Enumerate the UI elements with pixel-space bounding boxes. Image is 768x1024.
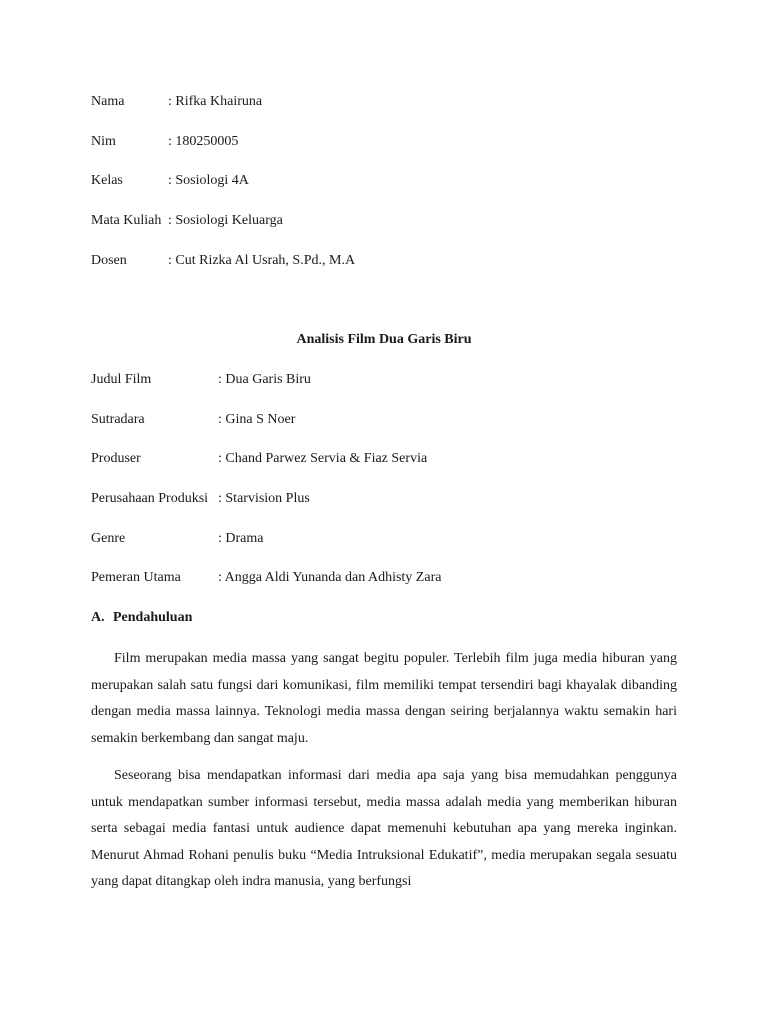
course-value: : Sosiologi Keluarga <box>168 213 283 228</box>
paragraph-1: Film merupakan media massa yang sangat begitu populer. Terlebih film juga media hiburan yang merupakan salah satu fungsi dari komunikasi, film memiliki tempat tersendiri bagi khayalak dibanding dengan media massa lainnya. Teknologi media massa dengan seiring berjalannya waktu semakin hari semakin berkembang dan sangat maju. <box>91 651 677 746</box>
nim-value: : 180250005 <box>168 134 239 149</box>
document-title: Analisis Film Dua Garis Biru <box>296 332 472 347</box>
lecturer-label: Dosen <box>91 253 127 268</box>
course-label: Mata Kuliah <box>91 213 162 228</box>
film-title-value: : Dua Garis Biru <box>218 372 311 387</box>
class-label: Kelas <box>91 173 123 188</box>
section-title: Pendahuluan <box>113 610 193 625</box>
producer-value: : Chand Parwez Servia & Fiaz Servia <box>218 451 428 466</box>
film-title-label: Judul Film <box>91 372 152 387</box>
main-cast-label: Pemeran Utama <box>91 570 181 585</box>
director-value: : Gina S Noer <box>218 412 296 427</box>
director-label: Sutradara <box>91 412 145 427</box>
production-company-label: Perusahaan Produksi <box>91 491 209 506</box>
section-number: A. <box>91 610 105 625</box>
name-label: Nama <box>91 94 125 109</box>
name-value: : Rifka Khairuna <box>168 94 263 109</box>
genre-label: Genre <box>91 531 126 546</box>
paragraph-2: Seseorang bisa mendapatkan informasi dari media apa saja yang bisa memudahkan penggunya untuk mendapatkan sumber informasi tersebut, media massa adalah media yang memberikan hiburan serta sebagai media fantasi untuk audience dapat memenuhi kebutuhan apa yang mereka inginkan. Menurut Ahmad Rohani penulis buku “Media Intruksional Edukatif”, media merupakan segala sesuatu yang dapat ditangkap oleh indra manusia, yang berfungsi <box>91 768 677 890</box>
lecturer-value: : Cut Rizka Al Usrah, S.Pd., M.A <box>168 253 356 268</box>
class-value: : Sosiologi 4A <box>168 173 249 188</box>
genre-value: : Drama <box>218 531 264 546</box>
production-company-value: : Starvision Plus <box>218 491 310 506</box>
nim-label: Nim <box>91 134 116 149</box>
producer-label: Produser <box>91 451 141 466</box>
main-cast-value: : Angga Aldi Yunanda dan Adhisty Zara <box>218 570 442 585</box>
